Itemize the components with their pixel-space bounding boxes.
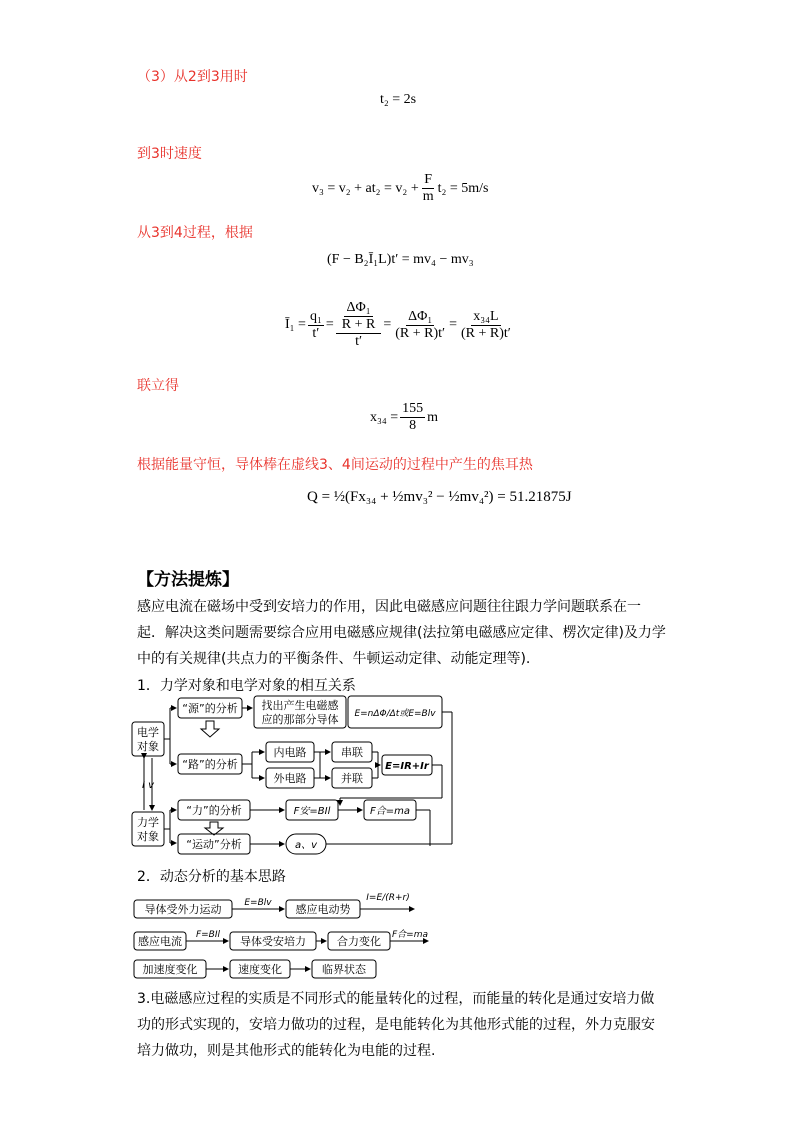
critical-state: 临界状态 [322,963,366,976]
eq-v3-lhs: v₃ = v₂ + at₂ = v₂ + [312,180,419,196]
eq-x34-lhs: x₃₄ = [370,409,399,425]
eq-I1-frac1-num: q₁ [309,308,322,324]
eq-I1-frac3-den: (R + R)t′ [395,325,446,341]
eq-I1-frac4-den: (R + R)t′ [461,325,511,341]
eq-t2: t₂ = 2s [380,92,417,107]
electric-object-line2: 对象 [137,740,159,753]
eq-I1-frac2-num [336,300,382,334]
find-source-line1: 找出产生电磁感 [261,699,339,712]
item1-title: 1．力学对象和电学对象的相互关系 [137,678,356,694]
eq-I1-frac1-den: t′ [312,325,320,341]
find-source-line2: 应的那部分导体 [261,713,339,726]
eq-I1-frac2-inner [340,300,378,333]
combine-label: 联立得 [137,378,179,394]
eq-I1-frac2-den: t′ [355,334,363,349]
eq-I1-frac4 [459,309,513,342]
eq-I1-frac1 [308,309,324,342]
newton-law: F合=ma [370,806,410,817]
eq-v3-den: m [422,189,434,204]
net-force-change: 合力变化 [337,935,381,948]
series: 串联 [341,746,363,759]
step3-label: （3）从2到3用时 [137,69,248,85]
electric-object-line1: 电学 [137,726,159,739]
emf-blv: E=Blv [244,898,272,908]
path-analysis: “路”的分析 [182,758,238,771]
induced-current: 感应电流 [138,935,182,948]
method-heading: 【方法提炼】 [137,570,239,590]
energy-label: 根据能量守恒，导体棒在虚线3、4间运动的过程中产生的焦耳热 [137,457,533,473]
eq-v3-fraction [421,172,436,205]
force-bil: F=BIl [195,930,221,940]
eq-I1-frac3 [393,309,447,342]
motion-analysis: “运动”分析 [186,838,242,851]
internal-circuit: 内电路 [273,746,307,759]
eq-x34-unit: m [427,409,439,425]
eq-v3-rhs: t₂ = 5m/s [437,180,489,196]
mechanical-object-line1: 力学 [137,816,159,829]
acceleration-change: 加速度变化 [142,963,198,976]
speed-label: 到3时速度 [137,146,202,162]
eq-I1-frac2-inner-num: ΔΦ₁ [346,300,371,315]
eq-I1-frac2 [336,300,382,350]
eq-x34-num: 155 [402,401,424,416]
item3-text: 3.电磁感应过程的实质是不同形式的能量转化的过程，而能量的转化是通过安培力做功的形式实现的，安培力做功的过程，是电能转化为其他形式能的过程，外力克服安培力做功，则是其他形式的能转化为电能的过程. [137,991,655,1059]
item2-title: 2．动态分析的基本思路 [137,869,286,885]
dynamic-analysis-diagram [130,886,430,982]
eq-momentum: (F − B₂Ī₁L)t′ = mv₄ − mv₃ [327,252,474,267]
induced-emf: 感应电动势 [295,903,351,916]
source-analysis: “源”的分析 [182,702,238,715]
eq-I1-lhs: Ī₁ = [285,317,306,332]
eq-I1-frac3-num: ΔΦ₁ [408,308,433,324]
external-circuit: 外电路 [273,772,307,785]
i-v-label: I v [141,780,155,791]
ohm-formula: E=IR+Ir [385,761,429,772]
a-v-label: a、v [294,840,318,851]
eq-I1-frac4-num: x₃₄L [473,308,499,324]
eq-x34-fraction [400,401,425,434]
eq-Q: Q = ½(Fx₃₄ + ½mv₃² − ½mv₄²) = 51.21875J [307,489,572,505]
method-intro: 感应电流在磁场中受到安培力的作用，因此电磁感应问题往往跟力学问题联系在一起．解决这类问题需要综合应用电磁感应规律(法拉第电磁感应定律、楞次定律)及力学中的有关规律(共点力的平衡条件、牛顿运动定律、动能定理等). [137,599,666,667]
parallel: 并联 [341,772,363,785]
velocity-change: 速度变化 [238,963,282,976]
external-force-motion: 导体受外力运动 [144,903,222,916]
process-label: 从3到4过程，根据 [137,225,253,241]
current-formula: I=E/(R+r) [366,893,410,903]
ampere-force: F安=BIl [293,806,331,817]
eq-v3 [312,172,489,205]
eq-v3-num: F [424,172,433,187]
newton-second-law: F合=ma [391,930,429,940]
emf-formula: E=nΔΦ/Δt或E=Blv [354,709,436,719]
mechanics-electric-diagram [130,694,460,860]
eq-x34-den: 8 [409,418,417,433]
ampere-force-on-conductor: 导体受安培力 [240,935,306,948]
eq-x34 [370,401,438,434]
mechanical-object-line2: 对象 [137,830,159,843]
force-analysis: “力”的分析 [186,804,242,817]
eq-I1-frac2-inner-den: R + R [341,317,376,332]
eq-I1: Ī₁ = $\frac{\text{q₁}}{t'}$ = $\frac{\frac{\text{ΔΦ₁}}{R + R}}{t'}$ = $\frac{\text{ΔΦ₁}}{(R + R)t'}$ = $\frac{\text{x₃₄L}}{(R + R)t'}$ [285,300,511,349]
